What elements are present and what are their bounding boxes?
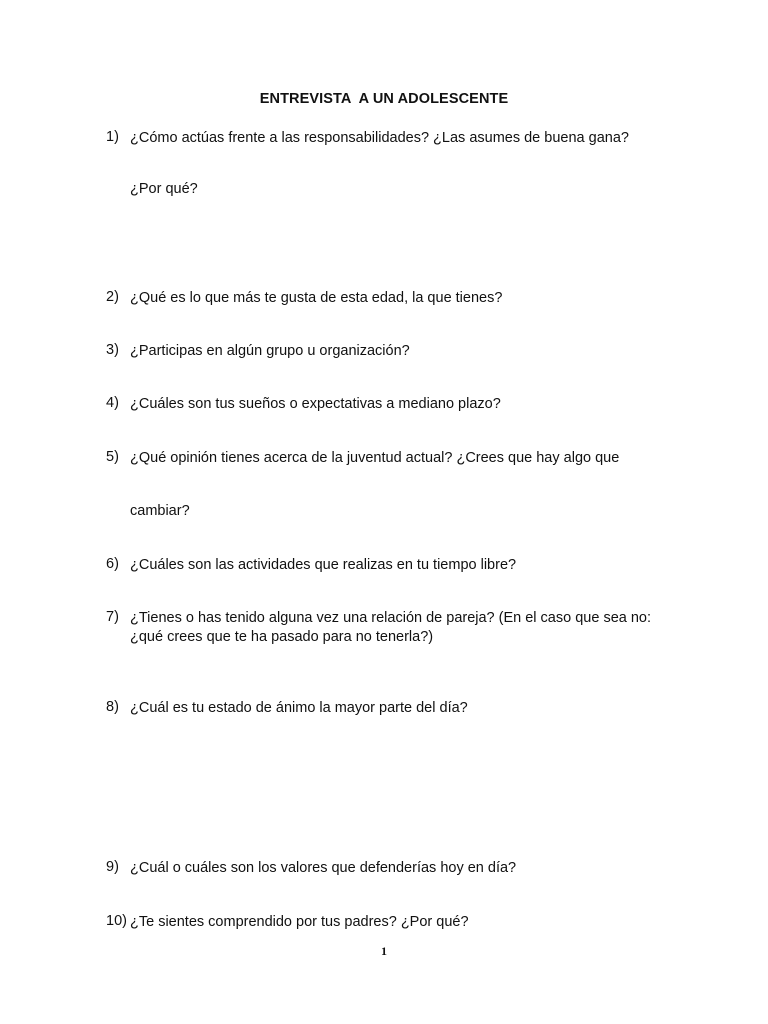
question-text: ¿Cuál o cuáles son los valores que defenderías hoy en día? [130,860,517,876]
question-number: 3) [106,342,119,358]
question-1-continuation: ¿Por qué? [130,181,198,197]
question-text: ¿Tienes o has tenido alguna vez una relación de pareja? (En el caso que sea no: ¿qué crees que te ha pasado para no tenerla?) [130,610,652,645]
question-number: 6) [106,556,119,572]
question-number: 4) [106,395,119,411]
question-number: 8) [106,699,119,715]
question-text: ¿Cuáles son las actividades que realizas en tu tiempo libre? [130,557,517,573]
question-number: 10) [106,913,127,929]
question-text: ¿Cómo actúas frente a las responsabilidades? ¿Las asumes de buena gana? [130,130,629,146]
question-text: ¿Qué opinión tienes acerca de la juventud actual? ¿Crees que hay algo que [130,450,620,466]
question-text: ¿Cuál es tu estado de ánimo la mayor parte del día? [130,700,468,716]
question-number: 5) [106,449,119,465]
page-title: ENTREVISTA A UN ADOLESCENTE [259,91,509,107]
question-text: ¿Qué es lo que más te gusta de esta edad, la que tienes? [130,290,503,306]
question-number: 9) [106,859,119,875]
question-5-continuation: cambiar? [130,503,190,519]
question-text: ¿Te sientes comprendido por tus padres? ¿Por qué? [130,914,469,930]
question-number: 2) [106,289,119,305]
question-text: ¿Cuáles son tus sueños o expectativas a mediano plazo? [130,396,501,412]
question-text: ¿Participas en algún grupo u organización? [130,343,410,359]
page-number: 1 [381,944,387,958]
question-number: 7) [106,609,119,625]
question-number: 1) [106,129,119,145]
